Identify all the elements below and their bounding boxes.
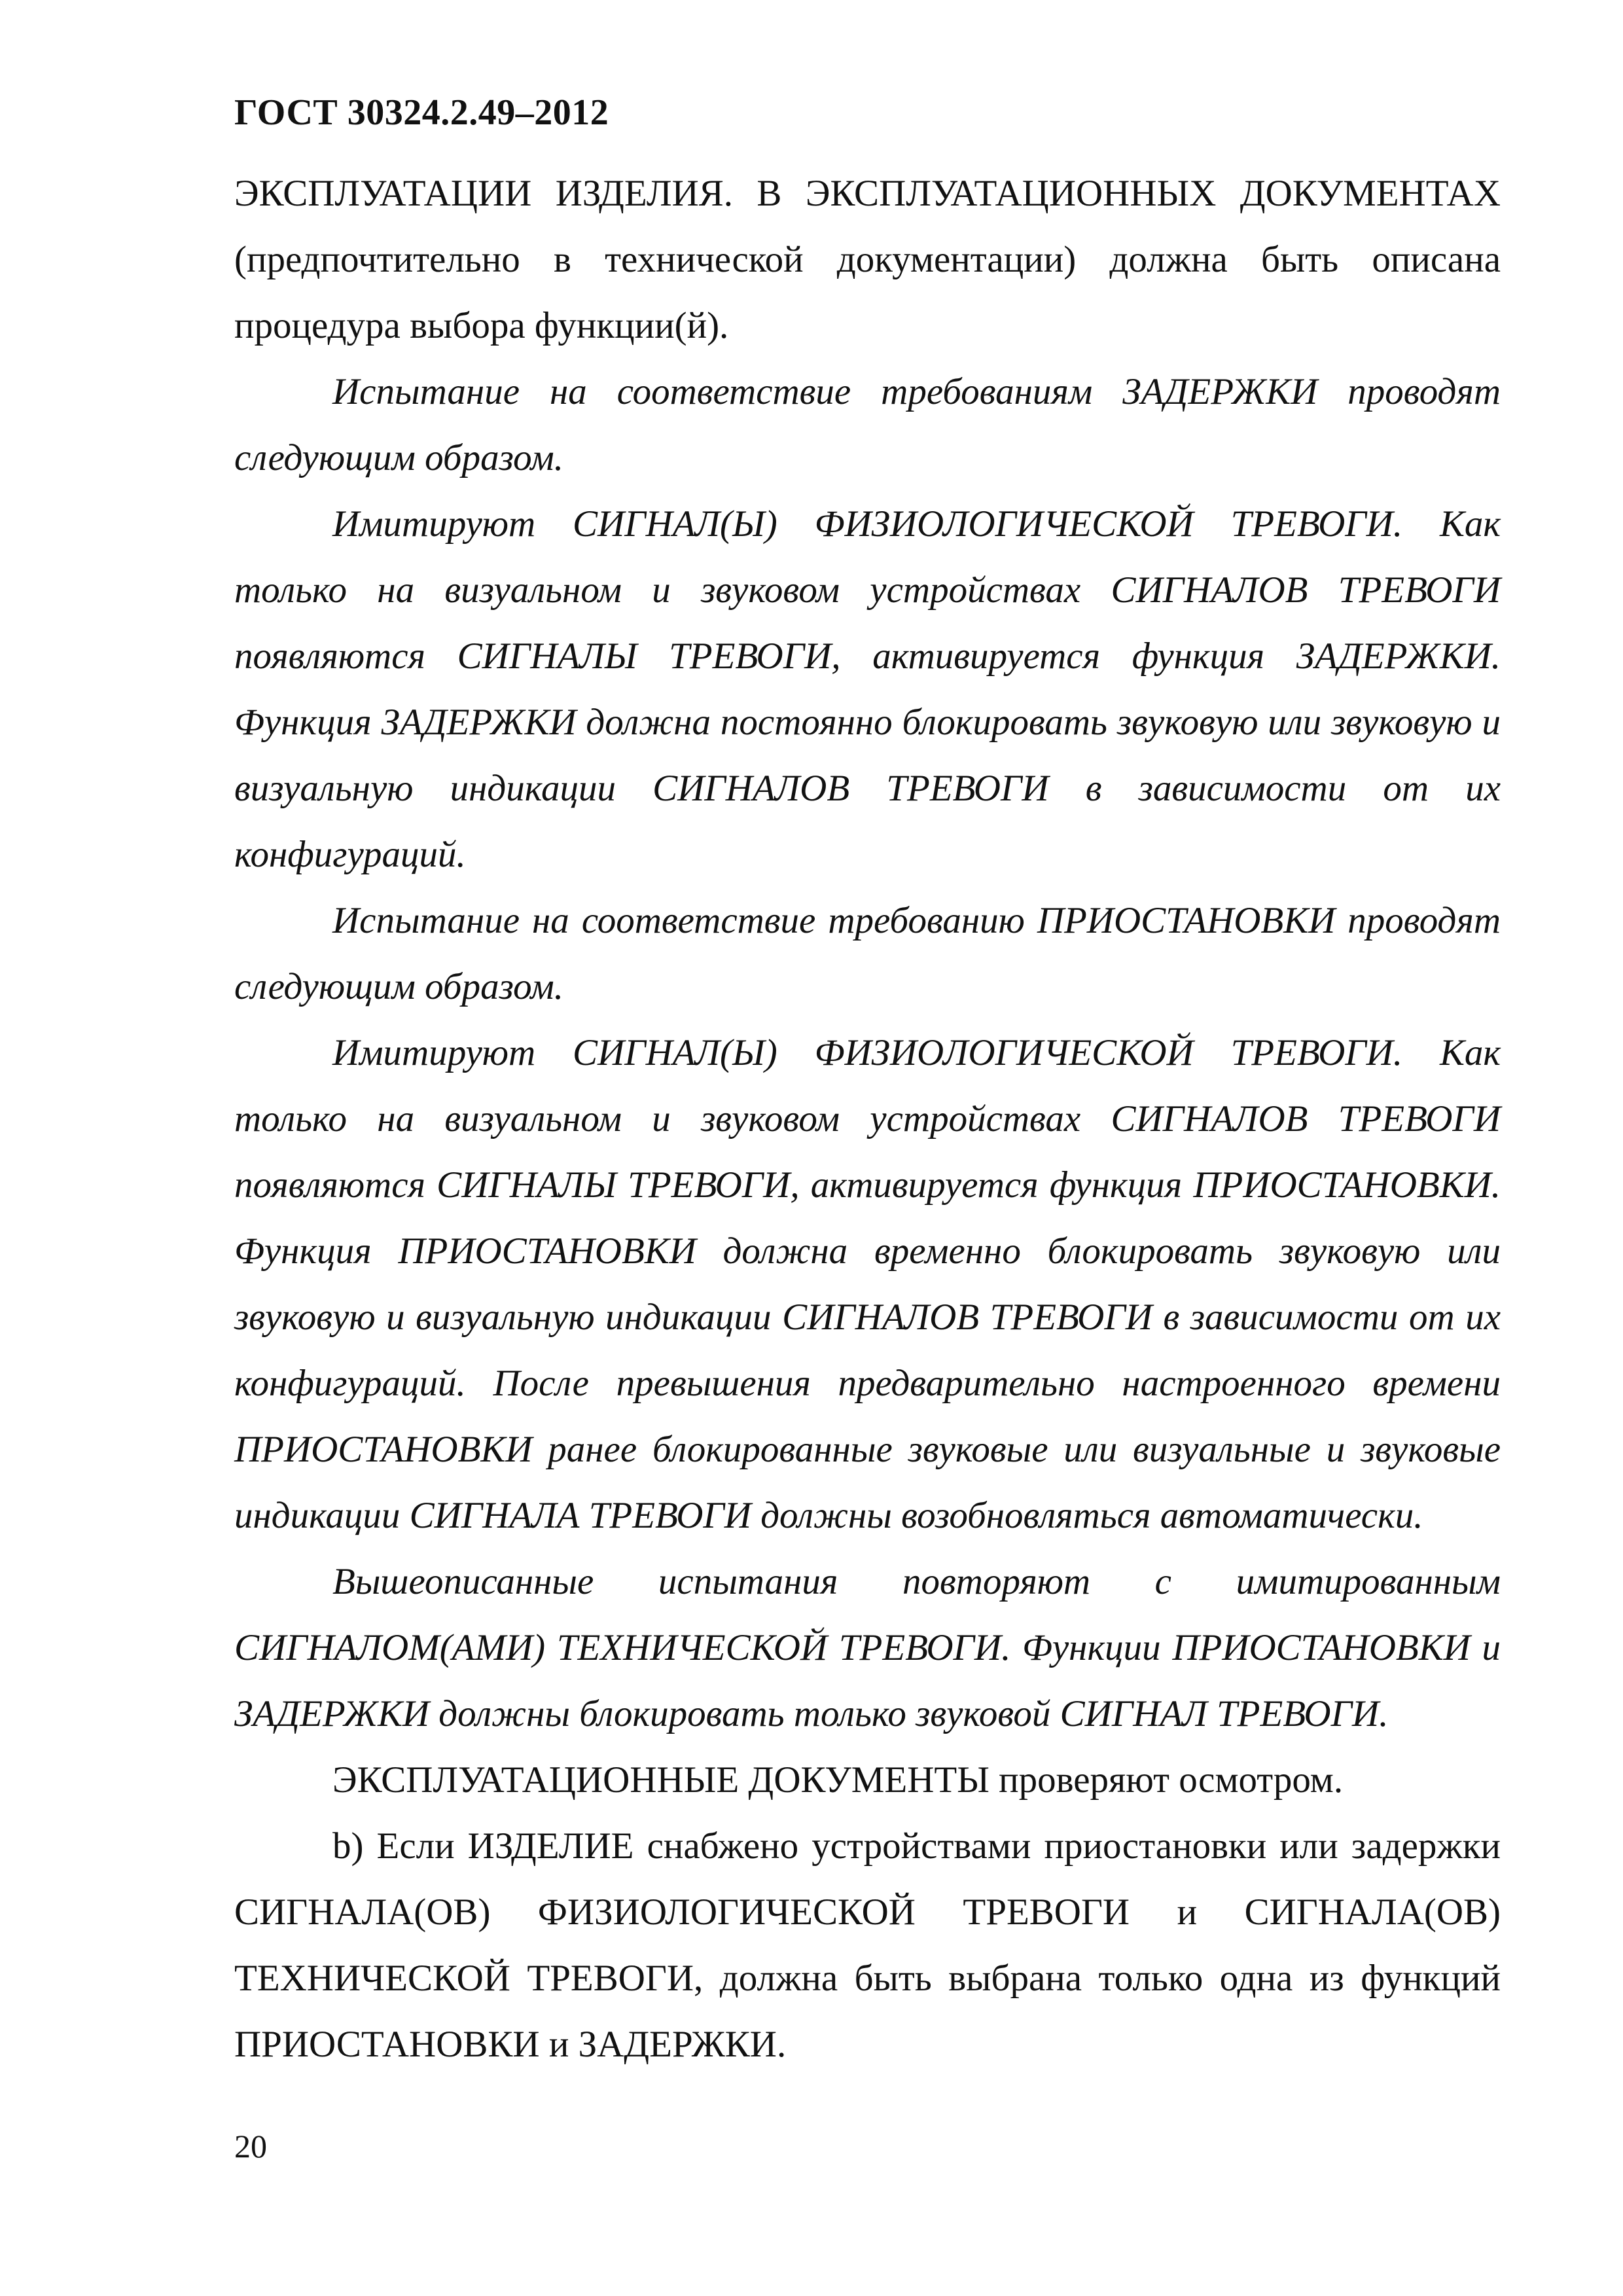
paragraph-pause-test-procedure: Имитируют СИГНАЛ(Ы) ФИЗИОЛОГИЧЕСКОЙ ТРЕВОГИ. Как только на визуальном и звуковом устройствах СИГНАЛОВ ТРЕВОГИ появляются СИГНАЛЫ ТРЕВОГИ, активируется функция ПРИОСТАНОВКИ. Функция ПРИОСТАНОВКИ должна временно блокировать звуковую или звуковую и визуальную индикации СИГНАЛОВ ТРЕВОГИ в зависимости от их конфигураций. После превышения предварительно настроенного времени ПРИОСТАНОВКИ ранее блокированные звуковые или визуальные и звуковые индикации СИГНАЛА ТРЕВОГИ должны возобновляться автоматически. <box>234 1032 1501 1536</box>
document-header: ГОСТ 30324.2.49–2012 <box>234 92 609 133</box>
page-number: 20 <box>234 2128 267 2164</box>
paragraph-procedure-selection: ЭКСПЛУАТАЦИИ ИЗДЕЛИЯ. В ЭКСПЛУАТАЦИОННЫХ ДОКУМЕНТАХ (предпочтительно в технической документации) должна быть описана процедура выбора функции(й). <box>234 173 1501 346</box>
paragraph-pause-test-intro: Испытание на соответствие требованию ПРИОСТАНОВКИ проводят следующим образом. <box>234 900 1501 1007</box>
paragraph-item-b: b) Если ИЗДЕЛИЕ снабжено устройствами приостановки или задержки СИГНАЛА(ОВ) ФИЗИОЛОГИЧЕСКОЙ ТРЕВОГИ и СИГНАЛА(ОВ) ТЕХНИЧЕСКОЙ ТРЕВОГИ, должна быть выбрана только одна из функций ПРИОСТАНОВКИ и ЗАДЕРЖКИ. <box>234 1825 1501 2065</box>
paragraph-delay-test-intro: Испытание на соответствие требованиям ЗАДЕРЖКИ проводят следующим образом. <box>234 371 1501 478</box>
paragraph-inspection: ЭКСПЛУАТАЦИОННЫЕ ДОКУМЕНТЫ проверяют осмотром. <box>332 1759 1344 1801</box>
document-body <box>234 160 1501 2077</box>
paragraph-delay-test-procedure: Имитируют СИГНАЛ(Ы) ФИЗИОЛОГИЧЕСКОЙ ТРЕВОГИ. Как только на визуальном и звуковом устройствах СИГНАЛОВ ТРЕВОГИ появляются СИГНАЛЫ ТРЕВОГИ, активируется функция ЗАДЕРЖКИ. Функция ЗАДЕРЖКИ должна постоянно блокировать звуковую или звуковую и визуальную индикации СИГНАЛОВ ТРЕВОГИ в зависимости от их конфигураций. <box>234 503 1501 875</box>
paragraph-technical-alarm-test: Вышеописанные испытания повторяют с имитированным СИГНАЛОМ(АМИ) ТЕХНИЧЕСКОЙ ТРЕВОГИ. Функции ПРИОСТАНОВКИ и ЗАДЕРЖКИ должны блокировать только звуковой СИГНАЛ ТРЕВОГИ. <box>234 1561 1501 1734</box>
